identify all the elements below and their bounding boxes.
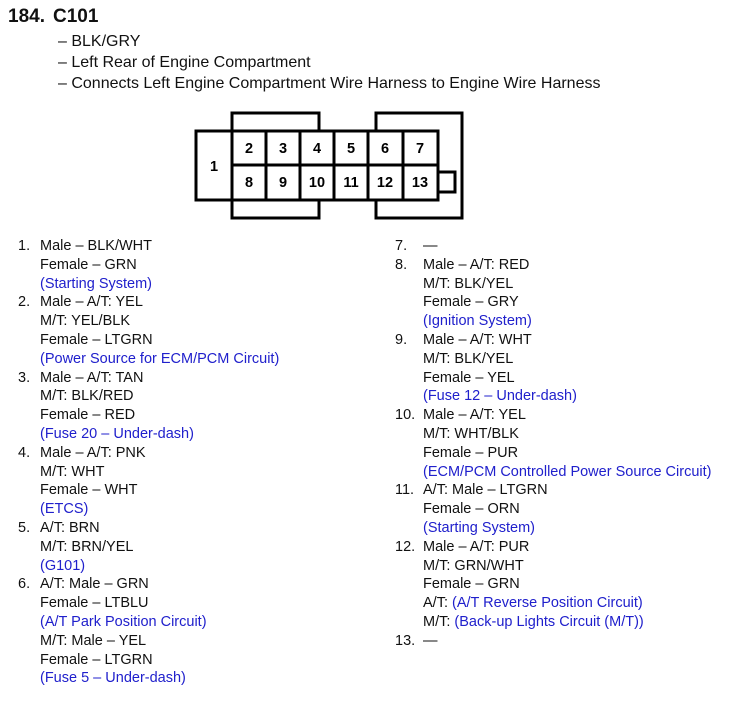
line-text: M/T: Male – YEL: [40, 632, 147, 649]
circuit-reference: [423, 463, 711, 482]
cavity-13: 13: [411, 175, 429, 191]
cavity-2: 2: [244, 141, 254, 157]
line-text: Female – RED: [40, 407, 136, 424]
circuit-reference: [40, 500, 279, 519]
line-text: A/T: Male – GRN: [40, 576, 149, 593]
line-text: Female – GRN: [423, 576, 520, 593]
pin-entry: [18, 575, 279, 688]
line-text: Male – A/T: YEL: [423, 407, 526, 424]
line-text: A/T: BRN: [40, 519, 100, 536]
line-text: M/T:: [423, 613, 455, 630]
wire-color-line: [423, 500, 711, 519]
wire-color-line: [40, 444, 279, 463]
circuit-reference: [40, 669, 279, 688]
circuit-reference: [423, 519, 711, 538]
line-text: Female – LTBLU: [40, 595, 149, 612]
line-text: Female – LTGRN: [40, 331, 153, 348]
circuit-link: (A/T Park Position Circuit): [40, 613, 207, 630]
connector-number: 184.: [8, 6, 45, 27]
line-text: Male – BLK/WHT: [40, 238, 152, 254]
wire-color-line: [423, 275, 711, 294]
pin-entry: [395, 632, 711, 651]
pin-entry: [395, 331, 711, 406]
wire-color-line: [40, 406, 279, 425]
pin-entry: [395, 481, 711, 537]
wire-color-line: [423, 256, 711, 275]
cavity-12: 12: [376, 175, 394, 191]
pin-entry: [18, 237, 279, 293]
wire-color-line: [40, 481, 279, 500]
circuit-reference: [423, 312, 711, 331]
wire-color-line: [423, 406, 711, 425]
wire-color-line: [40, 387, 279, 406]
line-text: M/T: WHT/BLK: [423, 425, 519, 442]
connector-name: C101: [52, 6, 99, 27]
wire-color-line: [423, 444, 711, 463]
wire-color-line: [40, 463, 279, 482]
cavity-5: 5: [346, 141, 356, 157]
pin-number: 13.: [395, 632, 416, 649]
cavity-3: 3: [278, 141, 288, 157]
circuit-link: (Fuse 12 – Under-dash): [423, 388, 577, 405]
wire-color-line: [423, 575, 711, 594]
line-text: Male – A/T: WHT: [423, 331, 532, 348]
wire-color-line: [40, 594, 279, 613]
line-text: M/T: GRN/WHT: [423, 557, 524, 574]
circuit-link: (Ignition System): [423, 313, 532, 330]
wire-color-line: [40, 312, 279, 331]
wire-color-line: [423, 425, 711, 444]
circuit-link: (G101): [40, 557, 86, 574]
circuit-reference: [40, 425, 279, 444]
pin-entry: [18, 369, 279, 444]
cavity-1: 1: [209, 159, 219, 175]
pin-number: 8.: [395, 256, 408, 273]
cavity-4: 4: [312, 141, 322, 157]
wire-color-line: [423, 538, 711, 557]
line-text: A/T:: [423, 595, 453, 612]
wire-color-line: [423, 481, 711, 500]
pin-number: 1.: [18, 238, 31, 254]
circuit-reference: [423, 387, 711, 406]
left-pin-list: [18, 237, 279, 688]
line-text: Male – A/T: PUR: [423, 538, 530, 555]
line-text: M/T: YEL/BLK: [40, 313, 130, 330]
detail-connects: – Connects Left Engine Compartment Wire Harness to Engine Wire Harness: [58, 75, 601, 92]
detail-location: – Left Rear of Engine Compartment: [58, 54, 311, 71]
cavity-11: 11: [343, 175, 359, 191]
pin-number: 9.: [395, 331, 408, 348]
wire-color-line: [423, 350, 711, 369]
cavity-6: 6: [380, 141, 390, 157]
circuit-link: (Starting System): [423, 519, 535, 536]
wire-color-line: [423, 237, 711, 256]
line-text: Female – GRY: [423, 294, 519, 311]
circuit-link: (Starting System): [40, 275, 152, 292]
line-text: M/T: BLK/YEL: [423, 275, 514, 292]
cavity-10: 10: [308, 175, 326, 191]
line-text: —: [423, 632, 438, 649]
line-text: —: [423, 238, 438, 254]
pin-entry: [395, 237, 711, 256]
line-text: Female – WHT: [40, 482, 138, 499]
line-text: A/T: Male – LTGRN: [423, 482, 548, 499]
line-text: Male – A/T: RED: [423, 256, 530, 273]
pin-number: 7.: [395, 238, 408, 254]
pin-number: 6.: [18, 576, 31, 593]
wire-color-line: [423, 613, 711, 632]
wire-color-line: [40, 575, 279, 594]
pin-number: 11.: [395, 482, 415, 499]
line-text: Male – A/T: YEL: [40, 294, 143, 311]
wire-color-line: [40, 632, 279, 651]
line-text: Female – ORN: [423, 501, 520, 518]
pin-number: 3.: [18, 369, 31, 386]
pin-entry: [18, 519, 279, 575]
circuit-link: (Fuse 5 – Under-dash): [40, 670, 186, 687]
wire-color-line: [40, 237, 279, 256]
line-text: M/T: BRN/YEL: [40, 538, 134, 555]
connector-latch: [438, 172, 455, 192]
circuit-reference: [40, 275, 279, 294]
wire-color-line: [40, 331, 279, 350]
wire-color-line: [423, 369, 711, 388]
right-pin-list: [395, 237, 711, 651]
circuit-link: (ETCS): [40, 501, 89, 518]
wire-color-line: [423, 331, 711, 350]
wire-color-line: [423, 293, 711, 312]
pin-entry: [395, 406, 711, 481]
line-text: Female – GRN: [40, 256, 137, 273]
pin-number: 12.: [395, 538, 416, 555]
line-text: Female – YEL: [423, 369, 515, 386]
circuit-link: (Back-up Lights Circuit (M/T)): [454, 613, 644, 630]
cavity-8: 8: [244, 175, 254, 191]
pin-entry: [18, 444, 279, 519]
wire-color-line: [423, 594, 711, 613]
circuit-link: (Power Source for ECM/PCM Circuit): [40, 350, 280, 367]
cavity-7: 7: [415, 141, 425, 157]
wire-color-line: [423, 557, 711, 576]
cavity-9: 9: [278, 175, 288, 191]
line-text: Female – PUR: [423, 444, 519, 461]
circuit-link: (Fuse 20 – Under-dash): [40, 425, 194, 442]
line-text: M/T: WHT: [40, 463, 105, 480]
circuit-reference: [40, 613, 279, 632]
circuit-reference: [40, 350, 279, 369]
wire-color-line: [40, 369, 279, 388]
line-text: Male – A/T: TAN: [40, 369, 144, 386]
circuit-link: (A/T Reverse Position Circuit): [452, 595, 643, 612]
wire-color-line: [40, 538, 279, 557]
pin-entry: [18, 293, 279, 368]
pin-number: 4.: [18, 444, 31, 461]
line-text: M/T: BLK/RED: [40, 388, 134, 405]
pin-number: 2.: [18, 294, 31, 311]
pin-entry: [395, 538, 711, 632]
pin-number: 5.: [18, 519, 31, 536]
line-text: M/T: BLK/YEL: [423, 350, 514, 367]
wire-color-line: [40, 519, 279, 538]
pin-entry: [395, 256, 711, 331]
wire-color-line: [40, 293, 279, 312]
circuit-link: (ECM/PCM Controlled Power Source Circuit): [423, 463, 712, 480]
wire-color-line: [40, 256, 279, 275]
line-text: Male – A/T: PNK: [40, 444, 146, 461]
line-text: Female – LTGRN: [40, 651, 153, 668]
detail-color: – BLK/GRY: [58, 33, 141, 50]
wire-color-line: [423, 632, 711, 651]
wire-color-line: [40, 651, 279, 670]
connector-diagram: [0, 0, 742, 230]
pin-number: 10.: [395, 407, 416, 424]
circuit-reference: [40, 557, 279, 576]
